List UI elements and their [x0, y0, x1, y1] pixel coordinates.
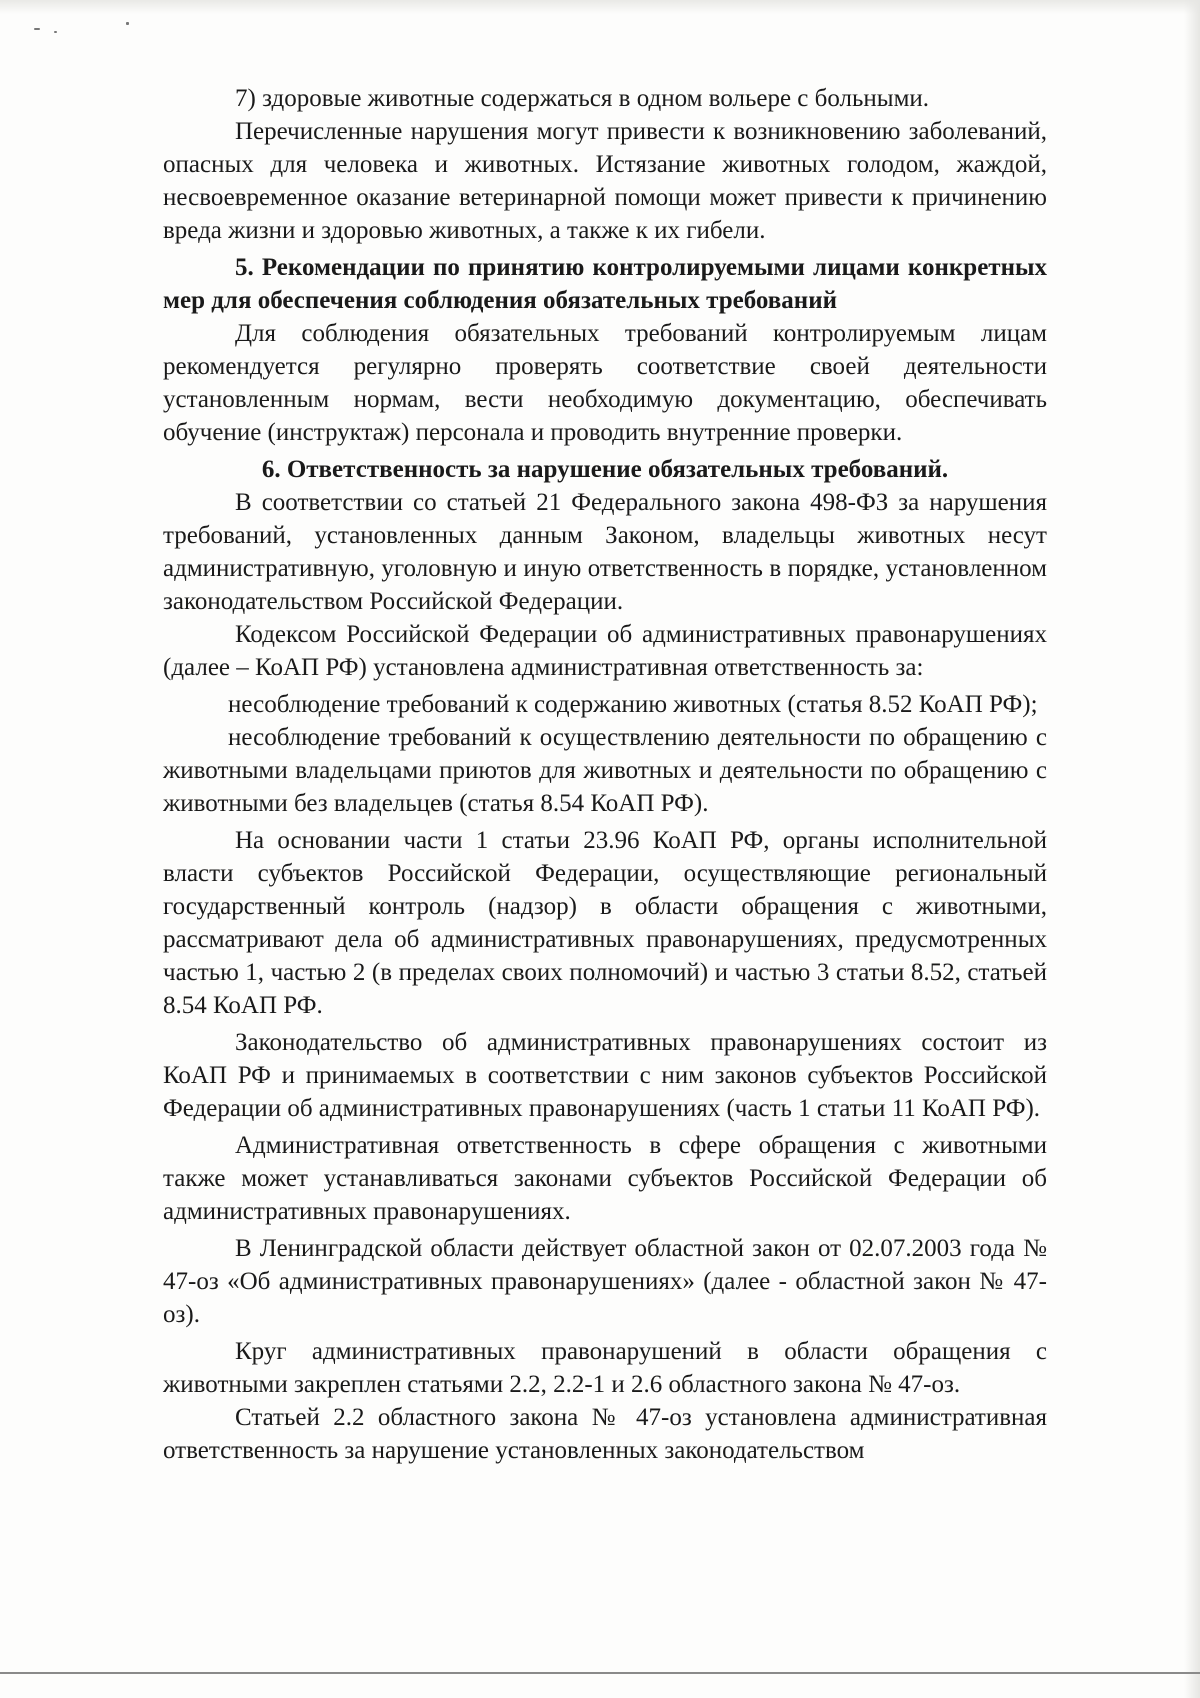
scan-bottom-edge: [0, 1672, 1200, 1674]
section-6-heading: 6. Ответственность за нарушение обязательных требований.: [261, 456, 949, 483]
list-item: несоблюдение требований к осуществлению деятельности по обращению с животными владельцами приютов для животных и деятельности по обращению с животными без владельцев (статья 8.54 КоАП РФ).: [163, 724, 1047, 817]
section-5-heading: 5. Рекомендации по принятию контролируемыми лицами конкретных мер для обеспечения соблюдения обязательных требований: [163, 254, 1047, 314]
section-6-paragraph-1: В соответствии со статьей 21 Федерального закона 498-ФЗ за нарушения требований, установленных данным Законом, владельцы животных несут административную, уголовную и иную ответственность в порядке, установленном законодательством Российской Федерации.: [163, 489, 1047, 615]
section-6-paragraph-2: Кодексом Российской Федерации об административных правонарушениях (далее – КоАП РФ) установлена административная ответственность за:: [163, 621, 1047, 681]
list-item: несоблюдение требований к содержанию животных (статья 8.52 КоАП РФ);: [228, 691, 1038, 718]
section-6-paragraph-3: На основании части 1 статьи 23.96 КоАП РФ, органы исполнительной власти субъектов Российской Федерации, осуществляющие региональный государственный контроль (надзор) в области обращения с животными, рассматривают дела об административных правонарушениях, предусмотренных частью 1, частью 2 (в пределах своих полномочий) и частью 3 статьи 8.52, статьей 8.54 КоАП РФ.: [163, 827, 1047, 1019]
section-6-paragraph-5: Административная ответственность в сфере обращения с животными также может устанавливаться законами субъектов Российской Федерации об административных правонарушениях.: [163, 1132, 1047, 1225]
section-5-text: Для соблюдения обязательных требований контролируемым лицам рекомендуется регулярно проверять соответствие своей деятельности установленным нормам, вести необходимую документацию, обеспечивать обучение (инструктаж) персонала и проводить внутренние проверки.: [163, 320, 1047, 446]
section-6-paragraph-6: В Ленинградской области действует областной закон от 02.07.2003 года № 47-оз «Об административных правонарушениях» (далее - областной закон № 47-оз).: [163, 1235, 1047, 1328]
scan-speck: [34, 28, 40, 30]
scan-speck: [126, 22, 129, 25]
section-6-paragraph-8: Статьей 2.2 областного закона № 47-оз установлена административная ответственность за нарушение установленных законодательством: [163, 1404, 1047, 1464]
intro-paragraph-1: 7) здоровые животные содержаться в одном вольере с больными.: [235, 85, 930, 112]
scan-shadow-top: [0, 0, 1200, 14]
intro-paragraph-2: Перечисленные нарушения могут привести к возникновению заболеваний, опасных для человека и животных. Истязание животных голодом, жаждой, несвоевременное оказание ветеринарной помощи может привести к причинению вреда жизни и здоровью животных, а также к их гибели.: [163, 118, 1047, 244]
document-body: [163, 82, 1047, 1467]
scan-shadow-right: [1184, 0, 1200, 1698]
section-6-paragraph-7: Круг административных правонарушений в области обращения с животными закреплен статьями 2.2, 2.2-1 и 2.6 областного закона № 47-оз.: [163, 1338, 1047, 1398]
scan-speck: [54, 31, 57, 33]
section-6-paragraph-4: Законодательство об административных правонарушениях состоит из КоАП РФ и принимаемых в соответствии с ним законов субъектов Российской Федерации об административных правонарушениях (часть 1 статьи 11 КоАП РФ).: [163, 1029, 1047, 1122]
